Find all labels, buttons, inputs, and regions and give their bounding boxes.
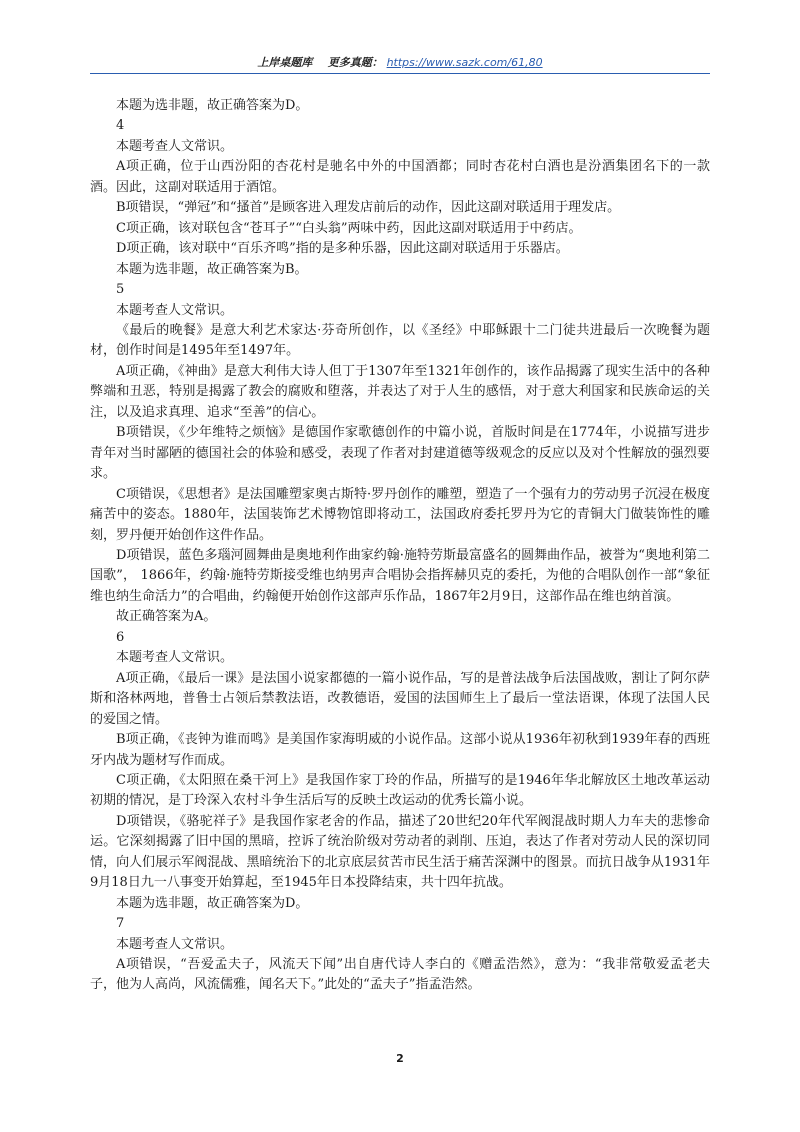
- answer-line: 本题为选非题，故正确答案为D。: [116, 98, 309, 113]
- option-paragraph: D项错误，蓝色多瑙河圆舞曲是奥地利作曲家约翰·施特劳斯最富盛名的圆舞曲作品，被誉为“奥地利第二国歌”， 1866年，约翰·施特劳斯接受维也纳男声合唱协会指挥赫贝克的委托，为他的合唱队创作一部“象征维也纳生命活力”的合唱曲，约翰便开始创作这部声乐作品，1867年2月9日，这部作品在维也纳首演。: [90, 547, 710, 604]
- option-paragraph: D项正确，该对联中“百乐齐鸣”指的是多种乐器，因此这副对联适用于乐器店。: [116, 241, 569, 257]
- option-paragraph: A项正确，《最后一课》是法国小说家都德的一篇小说作品，写的是普法战争后法国战败，割让了阿尔萨斯和洛林两地，普鲁士占领后禁教法语，改教德语，爱国的法国师生上了最后一堂法语课，体现了法国人民的爱国之情。: [90, 670, 710, 727]
- option-paragraph: A项正确，位于山西汾阳的杏花村是驰名中外的中国酒都；同时杏花村白酒也是汾酒集团名下的一款酒。因此，这副对联适用于酒馆。: [90, 159, 710, 195]
- question-number: 5: [116, 282, 125, 298]
- header-rule: [90, 73, 710, 74]
- topic-line: 本题考查人文常识。: [116, 650, 234, 666]
- answer-line: 本题为选非题，故正确答案为B。: [116, 261, 308, 277]
- topic-line: 本题考查人文常识。: [116, 138, 234, 154]
- document-body: [90, 96, 710, 996]
- option-paragraph: A项错误，“吾爱孟夫子，风流天下闻”出自唐代诗人李白的《赠孟浩然》，意为：“我非常敬爱孟老夫子，他为人高尚，风流儒雅，闻名天下。”此处的“孟夫子”指孟浩然。: [90, 957, 710, 993]
- page-number: 2: [396, 1052, 404, 1065]
- page-header: [90, 55, 710, 71]
- header-url-link[interactable]: https://www.sazk.com/61,80: [386, 56, 543, 69]
- option-paragraph: A项正确，《神曲》是意大利伟大诗人但丁于1307年至1321年创作的，该作品揭露了现实生活中的各种弊端和丑恶，特别是揭露了教会的腐败和堕落，并表达了对于人生的感悟，对于意大利国家和民族命运的关注，以及追求真理、追求“至善”的信心。: [90, 363, 710, 420]
- question-number: 6: [116, 629, 125, 645]
- more-label: 更多真题：: [327, 56, 383, 69]
- question-number: 4: [116, 118, 125, 134]
- topic-line: 本题考查人文常识。: [116, 302, 234, 318]
- option-paragraph: C项正确，该对联包含“苍耳子”“白头翁”两味中药，因此这副对联适用于中药店。: [116, 220, 582, 236]
- option-paragraph: B项错误，《少年维特之烦恼》是德国作家歌德创作的中篇小说，首版时间是在1774年，小说描写进步青年对当时鄙陋的德国社会的体验和感受，表现了作者对封建道德等级观念的反应以及对个性解放的强烈要求。: [90, 425, 710, 482]
- answer-line: 本题为选非题，故正确答案为D。: [116, 895, 309, 911]
- option-paragraph: B项正确，《丧钟为谁而鸣》是美国作家海明威的小说作品。这部小说从1936年初秋到1939年春的西班牙内战为题材写作而成。: [90, 732, 710, 768]
- question-number: 7: [116, 916, 125, 932]
- answer-line: 故正确答案为A。: [116, 609, 217, 625]
- option-paragraph: C项正确，《太阳照在桑干河上》是我国作家丁玲的作品，所描写的是1946年华北解放区土地改革运动初期的情况，是丁玲深入农村斗争生活后写的反映土改运动的优秀长篇小说。: [90, 772, 710, 809]
- option-paragraph: B项错误，“弹冠”和“搔首”是顾客进入理发店前后的动作，因此这副对联适用于理发店。: [116, 200, 621, 216]
- option-paragraph: D项错误，《骆驼祥子》是我国作家老舍的作品，描述了20世纪20年代军阀混战时期人力车夫的悲惨命运。它深刻揭露了旧中国的黑暗，控诉了统治阶级对劳动者的剥削、压迫，表达了作者对劳动人民的深切同情，向人们展示军阀混战、黑暗统治下的北京底层贫苦市民生活于痛苦深渊中的图景。而抗日战争从1931年9月18日九一八事变开始算起，至1945年日本投降结束，共十四年抗战。: [90, 813, 710, 891]
- option-paragraph: C项错误，《思想者》是法国雕塑家奥古斯特·罗丹创作的雕塑，塑造了一个强有力的劳动男子沉浸在极度痛苦中的姿态。1880年，法国装饰艺术博物馆即将动工，法国政府委托罗丹为它的青铜大门做装饰性的雕刻，罗丹便开始创作这件作品。: [90, 486, 710, 543]
- topic-line: 本题考查人文常识。: [116, 936, 234, 952]
- explanation-paragraph: 《最后的晚餐》是意大利艺术家达·芬奇所创作，以《圣经》中耶稣跟十二门徒共进最后一次晚餐为题材，创作时间是1495年至1497年。: [90, 322, 710, 359]
- site-name: 上岸桌题库: [257, 56, 313, 69]
